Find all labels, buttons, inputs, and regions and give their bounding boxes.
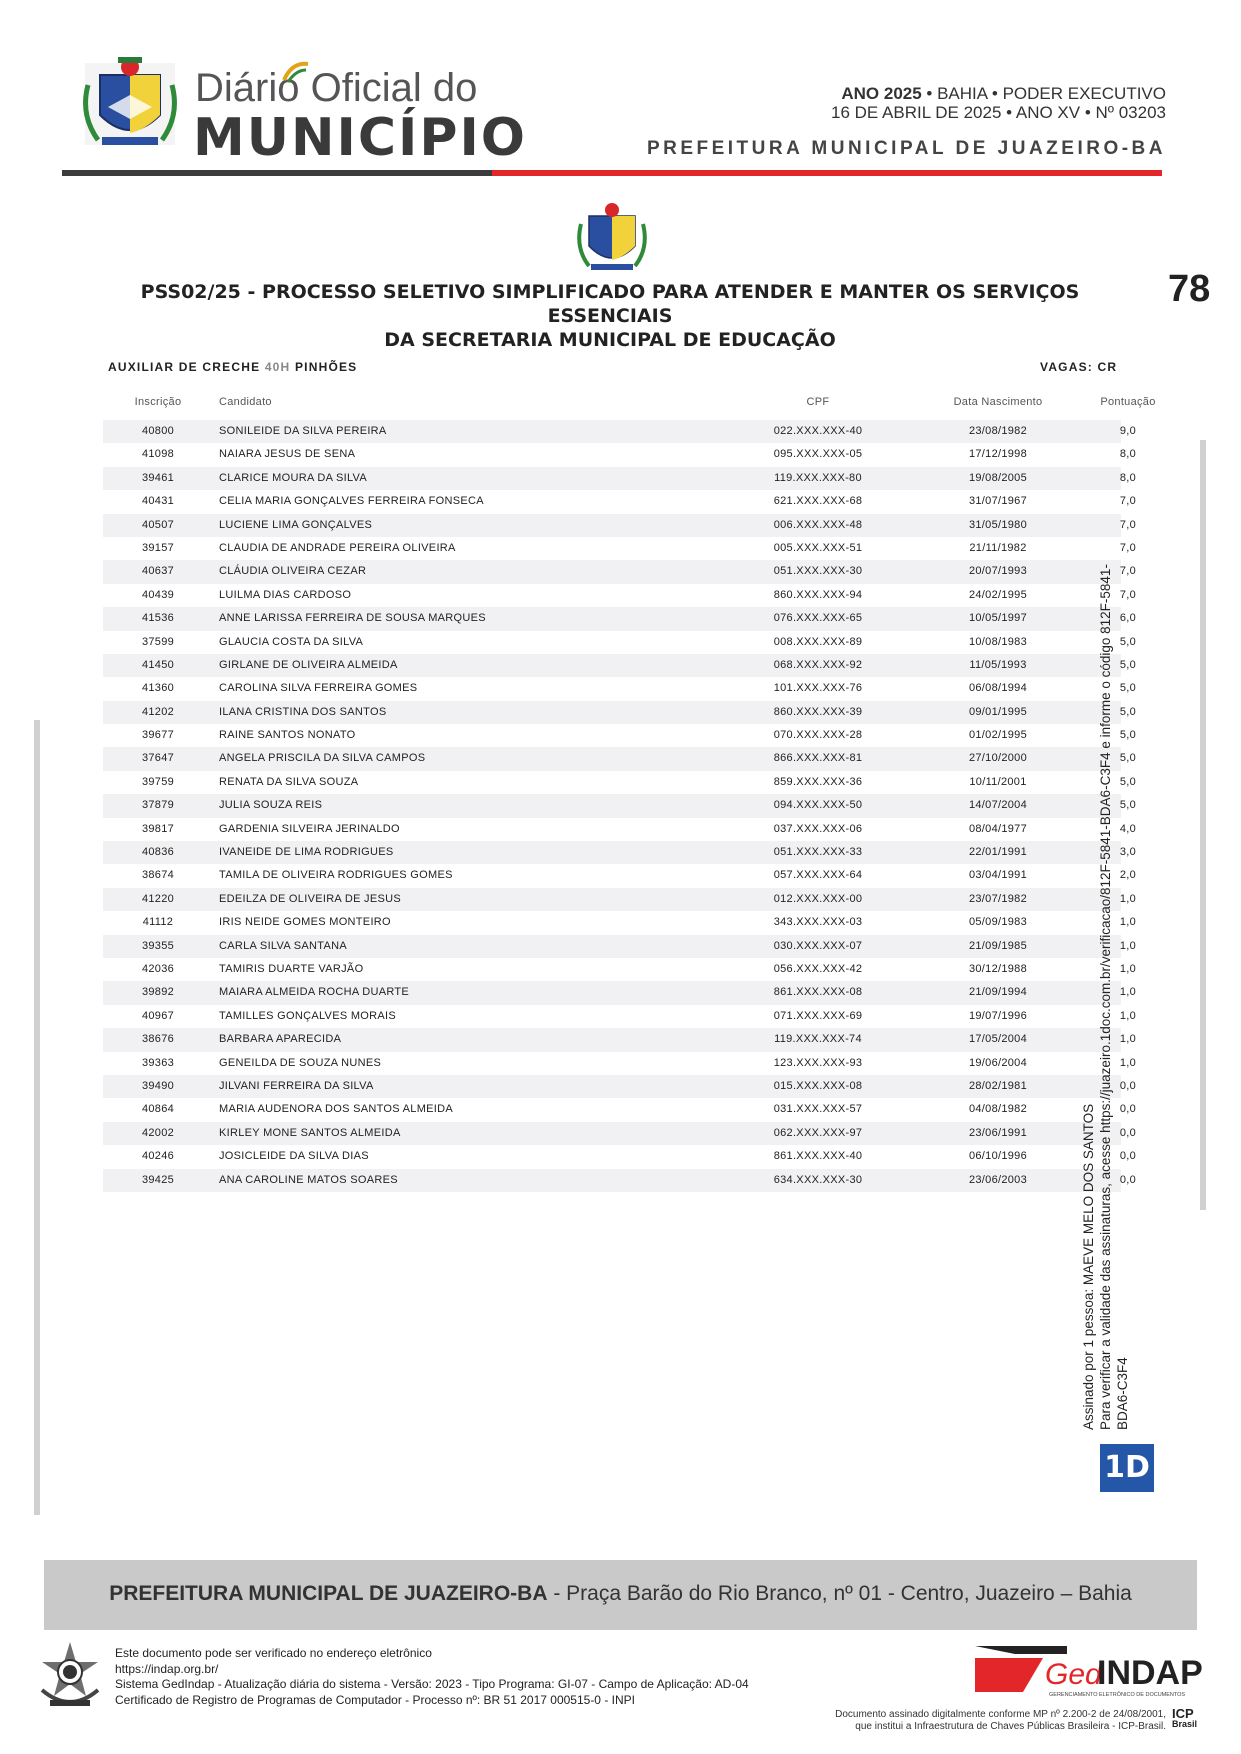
cell-pontuacao: 1,0 — [1119, 986, 1137, 999]
header-divider-dark — [62, 170, 492, 176]
cell-data-nascimento: 31/05/1980 — [968, 518, 1028, 531]
icp-brasil-logo — [1172, 1708, 1197, 1730]
cell-candidato: JULIA SOUZA REIS — [219, 799, 323, 812]
footer-address-rest: - Praça Barão do Rio Branco, nº 01 - Centro, Juazeiro – Bahia — [547, 1582, 1132, 1605]
cell-candidato: JOSICLEIDE DA SILVA DIAS — [219, 1150, 369, 1163]
cell-candidato: NAIARA JESUS DE SENA — [219, 448, 356, 461]
prefeitura-header: PREFEITURA MUNICIPAL DE JUAZEIRO-BA — [646, 138, 1166, 159]
cell-inscricao: 40836 — [141, 846, 175, 859]
cell-pontuacao: 0,0 — [1119, 1173, 1137, 1186]
cell-data-nascimento: 21/11/1982 — [969, 541, 1027, 554]
cell-pontuacao: 1,0 — [1119, 962, 1137, 975]
cell-cpf: 056.XXX.XXX-42 — [773, 962, 863, 975]
table-row — [103, 864, 1137, 887]
cell-candidato: JILVANI FERREIRA DA SILVA — [219, 1079, 374, 1092]
cell-cpf: 071.XXX.XXX-69 — [773, 1009, 863, 1022]
cell-pontuacao: 0,0 — [1119, 1126, 1137, 1139]
cell-inscricao: 40637 — [141, 565, 175, 578]
cell-data-nascimento: 22/01/1991 — [968, 846, 1028, 859]
table-row — [103, 560, 1137, 583]
cell-data-nascimento: 09/01/1995 — [968, 705, 1028, 718]
cell-cpf: 005.XXX.XXX-51 — [773, 541, 863, 554]
cell-candidato: SONILEIDE DA SILVA PEREIRA — [219, 425, 387, 437]
cell-data-nascimento: 06/10/1996 — [968, 1150, 1028, 1163]
cell-candidato: LUILMA DIAS CARDOSO — [219, 588, 352, 601]
cell-pontuacao: 1,0 — [1119, 939, 1137, 952]
header-divider-red — [492, 170, 1162, 176]
cell-data-nascimento: 19/07/1996 — [968, 1009, 1028, 1022]
cell-inscricao: 42002 — [141, 1126, 175, 1139]
edition-year: ANO 2025 — [841, 84, 922, 103]
center-crest-logo — [575, 198, 649, 274]
table-row — [103, 888, 1137, 911]
icp-note-line1: Documento assinado digitalmente conforme MP nº 2.200-2 de 24/08/2001, — [835, 1709, 1166, 1720]
cell-data-nascimento: 21/09/1994 — [968, 986, 1028, 999]
cell-inscricao: 39490 — [141, 1079, 175, 1092]
edition-state-power: • BAHIA • PODER EXECUTIVO — [926, 84, 1166, 103]
signature-vertical-text — [1080, 530, 1140, 1430]
table-row — [103, 514, 1137, 537]
cell-candidato: RENATA DA SILVA SOUZA — [219, 775, 359, 788]
cell-candidato: CARLA SILVA SANTANA — [219, 939, 347, 952]
cell-candidato: GLAUCIA COSTA DA SILVA — [219, 635, 364, 648]
cell-inscricao: 42036 — [141, 962, 175, 975]
cell-pontuacao: 0,0 — [1119, 1103, 1137, 1116]
table-row — [103, 420, 1137, 443]
cell-data-nascimento: 23/08/1982 — [968, 425, 1028, 437]
section-vagas: VAGAS: CR — [1040, 360, 1118, 374]
cell-cpf: 006.XXX.XXX-48 — [773, 518, 863, 531]
cell-inscricao: 41098 — [141, 448, 175, 461]
table-row — [103, 1169, 1137, 1192]
cell-data-nascimento: 17/05/2004 — [968, 1033, 1028, 1046]
table-row — [103, 1028, 1137, 1051]
cell-cpf: 051.XXX.XXX-33 — [773, 846, 863, 859]
cell-cpf: 101.XXX.XXX-76 — [773, 682, 863, 695]
onedoc-badge-icon: 1D — [1100, 1444, 1154, 1492]
cell-cpf: 037.XXX.XXX-06 — [773, 822, 863, 835]
cell-inscricao: 38676 — [141, 1033, 175, 1046]
cell-pontuacao: 5,0 — [1119, 752, 1137, 765]
cell-cpf: 068.XXX.XXX-92 — [773, 658, 863, 671]
cell-data-nascimento: 05/09/1983 — [968, 916, 1028, 929]
cell-cpf: 062.XXX.XXX-97 — [773, 1126, 863, 1139]
cell-cpf: 860.XXX.XXX-39 — [773, 705, 863, 718]
gedindap-ged: Ged — [1045, 1658, 1102, 1691]
cell-pontuacao: 0,0 — [1119, 1079, 1137, 1092]
cell-pontuacao: 5,0 — [1119, 658, 1137, 671]
table-row — [103, 607, 1137, 630]
header-candidato: Candidato — [219, 396, 272, 408]
cell-cpf: 621.XXX.XXX-68 — [773, 495, 863, 508]
cell-inscricao: 41450 — [141, 658, 175, 671]
icp-logo-line1: ICP — [1172, 1706, 1194, 1721]
cell-cpf: 076.XXX.XXX-65 — [773, 612, 863, 625]
candidates-table — [103, 390, 1156, 1192]
cell-cpf: 094.XXX.XXX-50 — [773, 799, 863, 812]
edition-date-number: 16 DE ABRIL DE 2025 • ANO XV • Nº 03203 — [831, 103, 1166, 122]
section-name-part1: AUXILIAR DE CRECHE — [108, 360, 265, 374]
brazil-coat-of-arms-icon — [36, 1640, 104, 1712]
table-row — [103, 467, 1137, 490]
cell-inscricao: 38674 — [141, 869, 175, 882]
cell-inscricao: 39677 — [141, 729, 175, 742]
table-row — [103, 490, 1137, 513]
cell-cpf: 057.XXX.XXX-64 — [773, 869, 863, 882]
gedindap-logo — [975, 1640, 1207, 1700]
cell-inscricao: 40246 — [141, 1150, 175, 1163]
cell-data-nascimento: 27/10/2000 — [968, 752, 1028, 765]
cell-candidato: ANNE LARISSA FERREIRA DE SOUSA MARQUES — [219, 612, 486, 625]
cell-pontuacao: 3,0 — [1119, 846, 1137, 859]
document-title — [80, 280, 1140, 352]
cell-candidato: MAIARA ALMEIDA ROCHA DUARTE — [219, 986, 410, 999]
cell-inscricao: 41112 — [142, 916, 174, 929]
cell-candidato: KIRLEY MONE SANTOS ALMEIDA — [219, 1126, 401, 1139]
cell-candidato: CLAUDIA DE ANDRADE PEREIRA OLIVEIRA — [219, 541, 456, 554]
cell-candidato: GIRLANE DE OLIVEIRA ALMEIDA — [219, 658, 398, 671]
cell-inscricao: 39817 — [141, 822, 175, 835]
cell-candidato: TAMIRIS DUARTE VARJÃO — [219, 962, 364, 975]
table-row — [103, 911, 1137, 934]
cell-inscricao: 40967 — [141, 1009, 175, 1022]
cell-candidato: CELIA MARIA GONÇALVES FERREIRA FONSECA — [219, 495, 484, 508]
cell-pontuacao: 0,0 — [1119, 1150, 1137, 1163]
cell-candidato: ANA CAROLINE MATOS SOARES — [219, 1173, 398, 1186]
cell-inscricao: 37647 — [141, 752, 175, 765]
cell-data-nascimento: 21/09/1985 — [968, 939, 1028, 952]
cell-data-nascimento: 19/08/2005 — [968, 471, 1028, 484]
cell-inscricao: 40800 — [141, 425, 175, 437]
cell-pontuacao: 7,0 — [1119, 565, 1137, 578]
cert-line2[interactable]: https://indap.org.br/ — [115, 1661, 219, 1676]
cell-pontuacao: 5,0 — [1119, 775, 1137, 788]
table-row — [103, 654, 1137, 677]
cell-cpf: 343.XXX.XXX-03 — [773, 916, 863, 929]
cell-cpf: 860.XXX.XXX-94 — [773, 588, 863, 601]
table-row — [103, 794, 1137, 817]
table-row — [103, 1122, 1137, 1145]
header-inscricao: Inscrição — [134, 396, 182, 408]
cell-pontuacao: 8,0 — [1119, 471, 1137, 484]
cell-candidato: ANGELA PRISCILA DA SILVA CAMPOS — [219, 752, 426, 765]
gedindap-subtitle: GERENCIAMENTO ELETRÔNICO DE DOCUMENTOS — [1049, 1692, 1186, 1698]
cell-candidato: TAMILA DE OLIVEIRA RODRIGUES GOMES — [219, 869, 453, 882]
cell-data-nascimento: 06/08/1994 — [968, 682, 1028, 695]
cell-cpf: 119.XXX.XXX-80 — [774, 471, 862, 484]
cell-pontuacao: 1,0 — [1119, 892, 1137, 905]
cell-inscricao: 41536 — [141, 612, 175, 625]
cell-data-nascimento: 30/12/1988 — [968, 962, 1028, 975]
cell-cpf: 012.XXX.XXX-00 — [773, 892, 863, 905]
table-row — [103, 1145, 1137, 1168]
cell-inscricao: 39461 — [141, 471, 175, 484]
table-row — [103, 981, 1137, 1004]
cell-cpf: 859.XXX.XXX-36 — [773, 775, 863, 788]
cell-candidato: LUCIENE LIMA GONÇALVES — [219, 518, 373, 531]
cell-candidato: IVANEIDE DE LIMA RODRIGUES — [219, 846, 394, 859]
cell-data-nascimento: 31/07/1967 — [968, 495, 1028, 508]
cell-candidato: RAINE SANTOS NONATO — [219, 729, 356, 742]
table-row — [103, 841, 1137, 864]
cell-data-nascimento: 24/02/1995 — [968, 588, 1028, 601]
header-data-nascimento: Data Nascimento — [953, 396, 1043, 408]
cell-data-nascimento: 19/06/2004 — [968, 1056, 1028, 1069]
cell-data-nascimento: 14/07/2004 — [968, 799, 1028, 812]
signature-line2: Para verificar a validade das assinaturas, acesse https://juazeiro.1doc.com.br/verificacao/812F-5841-BDA6-C3F4 e informe o código 812F-5841-BDA6-C3F4 — [1098, 564, 1130, 1430]
cell-cpf: 022.XXX.XXX-40 — [773, 425, 863, 437]
municipal-crest-logo — [80, 45, 180, 155]
cell-data-nascimento: 11/05/1993 — [969, 658, 1027, 671]
title-line2: DA SECRETARIA MUNICIPAL DE EDUCAÇÃO — [384, 329, 836, 351]
section-name-part2: PINHÕES — [290, 360, 358, 374]
cell-pontuacao: 5,0 — [1119, 635, 1137, 648]
cell-data-nascimento: 10/05/1997 — [968, 612, 1028, 625]
cell-inscricao: 39892 — [141, 986, 175, 999]
footer-prefeitura: PREFEITURA MUNICIPAL DE JUAZEIRO-BA — [109, 1582, 548, 1605]
cell-inscricao: 37879 — [141, 799, 175, 812]
cell-cpf: 051.XXX.XXX-30 — [773, 565, 863, 578]
cell-data-nascimento: 01/02/1995 — [968, 729, 1028, 742]
signature-line1: Assinado por 1 pessoa: MAEVE MELO DOS SANTOS — [1081, 1103, 1096, 1430]
cell-inscricao: 40431 — [141, 495, 175, 508]
cell-inscricao: 39363 — [141, 1056, 175, 1069]
cell-inscricao: 41220 — [141, 892, 175, 905]
cell-candidato: CLÁUDIA OLIVEIRA CEZAR — [219, 565, 367, 578]
cell-pontuacao: 1,0 — [1119, 1056, 1137, 1069]
certificate-info — [115, 1646, 749, 1708]
cell-cpf: 030.XXX.XXX-07 — [773, 939, 863, 952]
icp-note-line2: que institui a Infraestrutura de Chaves Públicas Brasileira - ICP-Brasil. — [855, 1721, 1166, 1732]
table-row — [103, 818, 1137, 841]
table-row — [103, 958, 1137, 981]
table-row — [103, 1075, 1137, 1098]
header-cpf: CPF — [806, 396, 830, 408]
cell-pontuacao: 5,0 — [1119, 729, 1137, 742]
table-row — [103, 1098, 1137, 1121]
cell-inscricao: 39157 — [141, 541, 175, 554]
table-row — [103, 724, 1137, 747]
table-row — [103, 771, 1137, 794]
cell-cpf: 866.XXX.XXX-81 — [773, 752, 863, 765]
cell-inscricao: 40507 — [141, 518, 175, 531]
section-hours: 40H — [264, 360, 291, 374]
table-row — [103, 747, 1137, 770]
icp-note — [835, 1709, 1166, 1733]
left-margin-bar — [34, 720, 40, 1515]
table-row — [103, 537, 1137, 560]
cell-cpf: 008.XXX.XXX-89 — [773, 635, 863, 648]
table-header-row — [103, 390, 1156, 420]
cell-cpf: 031.XXX.XXX-57 — [773, 1103, 863, 1116]
table-row — [103, 584, 1137, 607]
cell-pontuacao: 7,0 — [1119, 495, 1137, 508]
cell-data-nascimento: 10/08/1983 — [968, 635, 1028, 648]
cell-pontuacao: 1,0 — [1119, 1009, 1137, 1022]
cell-data-nascimento: 10/11/2001 — [969, 775, 1027, 788]
cell-cpf: 119.XXX.XXX-74 — [774, 1033, 862, 1046]
cell-pontuacao: 8,0 — [1119, 448, 1137, 461]
cell-data-nascimento: 04/08/1982 — [968, 1103, 1028, 1116]
cell-data-nascimento: 28/02/1981 — [968, 1079, 1028, 1092]
cell-data-nascimento: 17/12/1998 — [968, 448, 1028, 461]
cell-pontuacao: 4,0 — [1119, 822, 1137, 835]
cell-pontuacao: 1,0 — [1119, 1033, 1137, 1046]
footer-address — [44, 1582, 1197, 1606]
cell-inscricao: 40864 — [141, 1103, 175, 1116]
cell-candidato: EDEILZA DE OLIVEIRA DE JESUS — [219, 892, 402, 905]
cell-data-nascimento: 23/07/1982 — [968, 892, 1028, 905]
cell-candidato: BARBARA APARECIDA — [219, 1033, 342, 1046]
cell-pontuacao: 6,0 — [1119, 612, 1137, 625]
table-row — [103, 677, 1137, 700]
cell-pontuacao: 2,0 — [1119, 869, 1137, 882]
cell-data-nascimento: 08/04/1977 — [968, 822, 1028, 835]
right-margin-bar — [1200, 440, 1206, 1210]
cell-data-nascimento: 03/04/1991 — [968, 869, 1028, 882]
section-name — [108, 360, 357, 374]
cell-data-nascimento: 23/06/1991 — [968, 1126, 1028, 1139]
edition-info — [831, 84, 1166, 122]
cell-inscricao: 41202 — [141, 705, 175, 718]
gedindap-indap: INDAP — [1097, 1654, 1203, 1692]
cell-candidato: CLARICE MOURA DA SILVA — [219, 471, 368, 484]
cell-pontuacao: 7,0 — [1119, 588, 1137, 601]
table-row — [103, 701, 1137, 724]
brand-swoosh-icon — [282, 60, 310, 86]
header-pontuacao: Pontuação — [1100, 396, 1156, 408]
cell-pontuacao: 9,0 — [1119, 425, 1137, 437]
page-number: 78 — [1168, 268, 1211, 310]
icp-logo-line2: Brasil — [1172, 1719, 1198, 1729]
cell-pontuacao: 5,0 — [1119, 799, 1137, 812]
cell-pontuacao: 7,0 — [1119, 518, 1137, 531]
title-line1: PSS02/25 - PROCESSO SELETIVO SIMPLIFICADO PARA ATENDER E MANTER OS SERVIÇOS ESSENCIAIS — [140, 281, 1080, 327]
cell-cpf: 123.XXX.XXX-93 — [773, 1056, 863, 1069]
table-row — [103, 443, 1137, 466]
cell-cpf: 015.XXX.XXX-08 — [773, 1079, 863, 1092]
cell-candidato: ILANA CRISTINA DOS SANTOS — [219, 705, 387, 718]
cell-cpf: 634.XXX.XXX-30 — [773, 1173, 863, 1186]
cert-line1: Este documento pode ser verificado no endereço eletrônico — [115, 1646, 432, 1660]
table-body — [103, 420, 1137, 1192]
table-row — [103, 631, 1137, 654]
cell-inscricao: 41360 — [141, 682, 175, 695]
cell-data-nascimento: 23/06/2003 — [968, 1173, 1028, 1186]
cell-cpf: 095.XXX.XXX-05 — [773, 448, 863, 461]
table-row — [103, 1005, 1137, 1028]
brand-title-line2: MUNICÍPIO — [193, 108, 528, 168]
cell-candidato: GENEILDA DE SOUZA NUNES — [219, 1056, 382, 1069]
cell-candidato: IRIS NEIDE GOMES MONTEIRO — [219, 916, 391, 929]
table-row — [103, 1052, 1137, 1075]
cert-line4: Certificado de Registro de Programas de Computador - Processo nº: BR 51 2017 000515-0 - INPI — [115, 1692, 635, 1707]
cell-cpf: 861.XXX.XXX-40 — [773, 1150, 863, 1163]
table-row — [103, 935, 1137, 958]
cell-pontuacao: 7,0 — [1119, 541, 1137, 554]
cell-inscricao: 40439 — [141, 588, 175, 601]
cell-inscricao: 39759 — [141, 775, 175, 788]
cell-cpf: 070.XXX.XXX-28 — [773, 729, 863, 742]
cert-line3: Sistema GedIndap - Atualização diária do sistema - Versão: 2023 - Tipo Programa: GI-07 - Campo de Aplicação: AD-04 — [115, 1677, 749, 1691]
cell-inscricao: 39355 — [141, 939, 175, 952]
cell-candidato: CAROLINA SILVA FERREIRA GOMES — [219, 682, 418, 695]
cell-pontuacao: 5,0 — [1119, 682, 1137, 695]
brand-title-line1: Diário Oficial do — [195, 66, 478, 110]
cell-cpf: 861.XXX.XXX-08 — [773, 986, 863, 999]
cell-candidato: TAMILLES GONÇALVES MORAIS — [219, 1009, 397, 1022]
cell-pontuacao: 1,0 — [1119, 916, 1137, 929]
cell-inscricao: 39425 — [141, 1173, 175, 1186]
cell-inscricao: 37599 — [141, 635, 175, 648]
cell-candidato: GARDENIA SILVEIRA JERINALDO — [219, 822, 400, 835]
cell-data-nascimento: 20/07/1993 — [968, 565, 1028, 578]
cell-pontuacao: 5,0 — [1119, 705, 1137, 718]
cell-candidato: MARIA AUDENORA DOS SANTOS ALMEIDA — [219, 1103, 454, 1116]
